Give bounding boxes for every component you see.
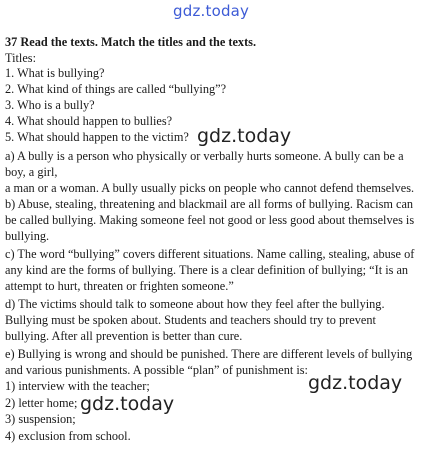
title-item: 5. What should happen to the victim? xyxy=(5,130,189,144)
text-line: 4) exclusion from school. xyxy=(5,429,131,443)
text-line: Bullying must be spoken about. Students and teachers should try to prevent xyxy=(5,313,376,327)
text-line: attempt to hurt, threaten or frighten someone.” xyxy=(5,279,234,293)
text-line: be called bullying. Making someone feel not good or less good about themselves is xyxy=(5,213,415,227)
title-item: 2. What kind of things are called “bullying”? xyxy=(5,82,227,96)
text-line: e) Bullying is wrong and should be punished. There are different levels of bullying xyxy=(5,347,413,361)
text-line: any kind are the forms of bullying. There is a clear definition of bullying; “It is an xyxy=(5,263,409,277)
text-line: a man or a woman. A bully usually picks on people who cannot defend themselves. xyxy=(5,181,415,195)
watermark-bottom: gdz.today xyxy=(80,393,175,415)
title-item: 3. Who is a bully? xyxy=(5,98,95,112)
text-line: bullying. xyxy=(5,229,50,243)
exercise-heading: 37 Read the texts. Match the titles and the texts. xyxy=(5,35,257,49)
text-line: 3) suspension; xyxy=(5,412,76,426)
text-line: b) Abuse, stealing, threatening and blackmail are all forms of bullying. Racism can xyxy=(5,197,414,211)
text-line: d) The victims should talk to someone about how they feel after the bullying. xyxy=(5,297,385,311)
watermark-middle: gdz.today xyxy=(197,125,292,147)
text-line: bullying. After all prevention is better than cure. xyxy=(5,329,243,343)
text-line: c) The word “bullying” covers different situations. Name calling, stealing, abuse of xyxy=(5,247,415,261)
watermark-right: gdz.today xyxy=(308,372,403,394)
titles-label: Titles: xyxy=(5,51,36,65)
title-item: 1. What is bullying? xyxy=(5,66,105,80)
title-item: 4. What should happen to bullies? xyxy=(5,114,173,128)
watermark-top: gdz.today xyxy=(173,2,250,20)
text-line: a) A bully is a person who physically or verbally hurts someone. A bully can be a xyxy=(5,149,404,163)
text-line: boy, a girl, xyxy=(5,165,58,179)
text-line: 1) interview with the teacher; xyxy=(5,379,150,393)
text-line: 2) letter home; xyxy=(5,396,78,410)
text-line: and various punishments. A possible “plan” of punishment is: xyxy=(5,363,308,377)
